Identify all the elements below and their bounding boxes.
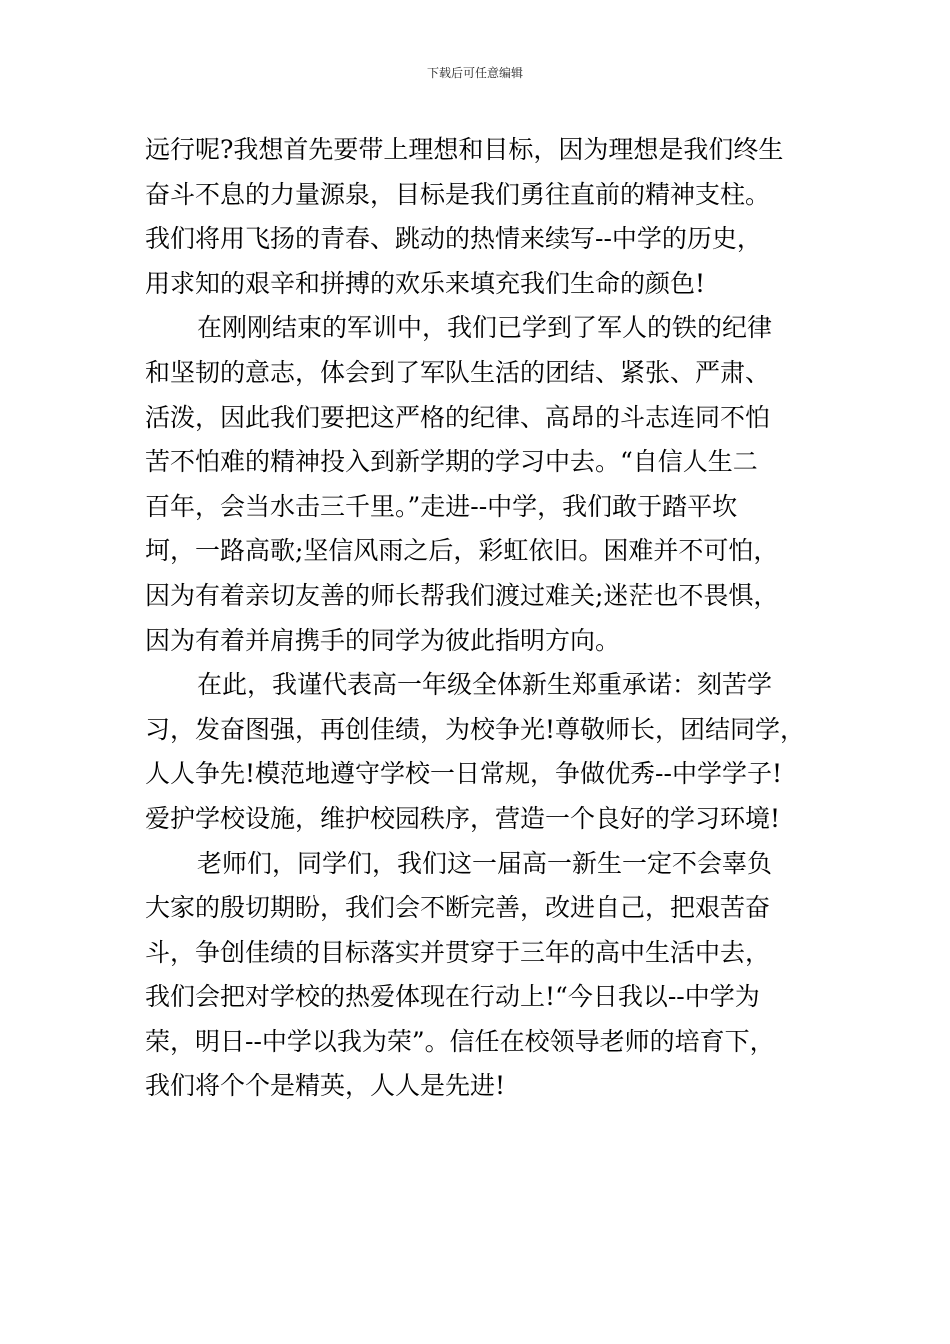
paragraph-1: [145, 128, 825, 306]
text-line: 在刚刚结束的军训中，我们已学到了军人的铁的纪律: [197, 313, 773, 343]
text-line: 和坚韧的意志，体会到了军队生活的团结、紧张、严肃、: [145, 357, 771, 387]
text-line: 荣，明日--中学以我为荣”。信任在校领导老师的培育下，: [145, 1026, 775, 1056]
text-line: 坷，一路高歌;坚信风雨之后，彩虹依旧。困难并不可怕，: [145, 536, 779, 566]
text-line: 习，发奋图强，再创佳绩，为校争光!尊敬师长，团结同学，: [145, 714, 806, 744]
text-line: 老师们，同学们，我们这一届高一新生一定不会辜负: [197, 848, 773, 878]
text-line: 因为有着并肩携手的同学为彼此指明方向。: [145, 625, 621, 655]
text-line: 远行呢?我想首先要带上理想和目标，因为理想是我们终生: [145, 135, 784, 164]
text-line: 苦不怕难的精神投入到新学期的学习中去。“自信人生二: [145, 447, 758, 477]
text-line: 我们将个个是精英，人人是先进!: [145, 1071, 506, 1101]
text-line: 用求知的艰辛和拼搏的欢乐来填充我们生命的颜色!: [145, 268, 706, 298]
text-line: 奋斗不息的力量源泉，目标是我们勇往直前的精神支柱。: [145, 179, 771, 209]
text-line: 活泼，因此我们要把这严格的纪律、高昂的斗志连同不怕: [145, 402, 771, 432]
text-line: 人人争先!模范地遵守学校一日常规，争做优秀--中学学子!: [145, 759, 782, 789]
text-line: 百年，会当水击三千里。”走进--中学，我们敢于踏平坎: [145, 491, 738, 521]
text-line: 在此，我谨代表高一年级全体新生郑重承诺：刻苦学: [197, 670, 773, 700]
page-header: 下载后可任意编辑: [426, 66, 523, 80]
text-line: 大家的殷切期盼，我们会不断完善，改进自己，把艰苦奋: [145, 893, 771, 923]
text-line: 爱护学校设施，维护校园秩序，营造一个良好的学习环境!: [145, 803, 781, 833]
paragraph-4: [145, 842, 825, 1110]
text-line: 我们会把对学校的热爱体现在行动上!“今日我以--中学为: [145, 982, 760, 1012]
text-line: 我们将用飞扬的青春、跳动的热情来续写--中学的历史，: [145, 224, 762, 254]
paragraph-3: [145, 663, 825, 841]
text-line: 因为有着亲切友善的师长帮我们渡过难关;迷茫也不畏惧，: [145, 580, 779, 610]
text-line: 斗，争创佳绩的目标落实并贯穿于三年的高中生活中去，: [145, 937, 771, 967]
document-body: [145, 128, 825, 1109]
paragraph-2: [145, 306, 825, 663]
